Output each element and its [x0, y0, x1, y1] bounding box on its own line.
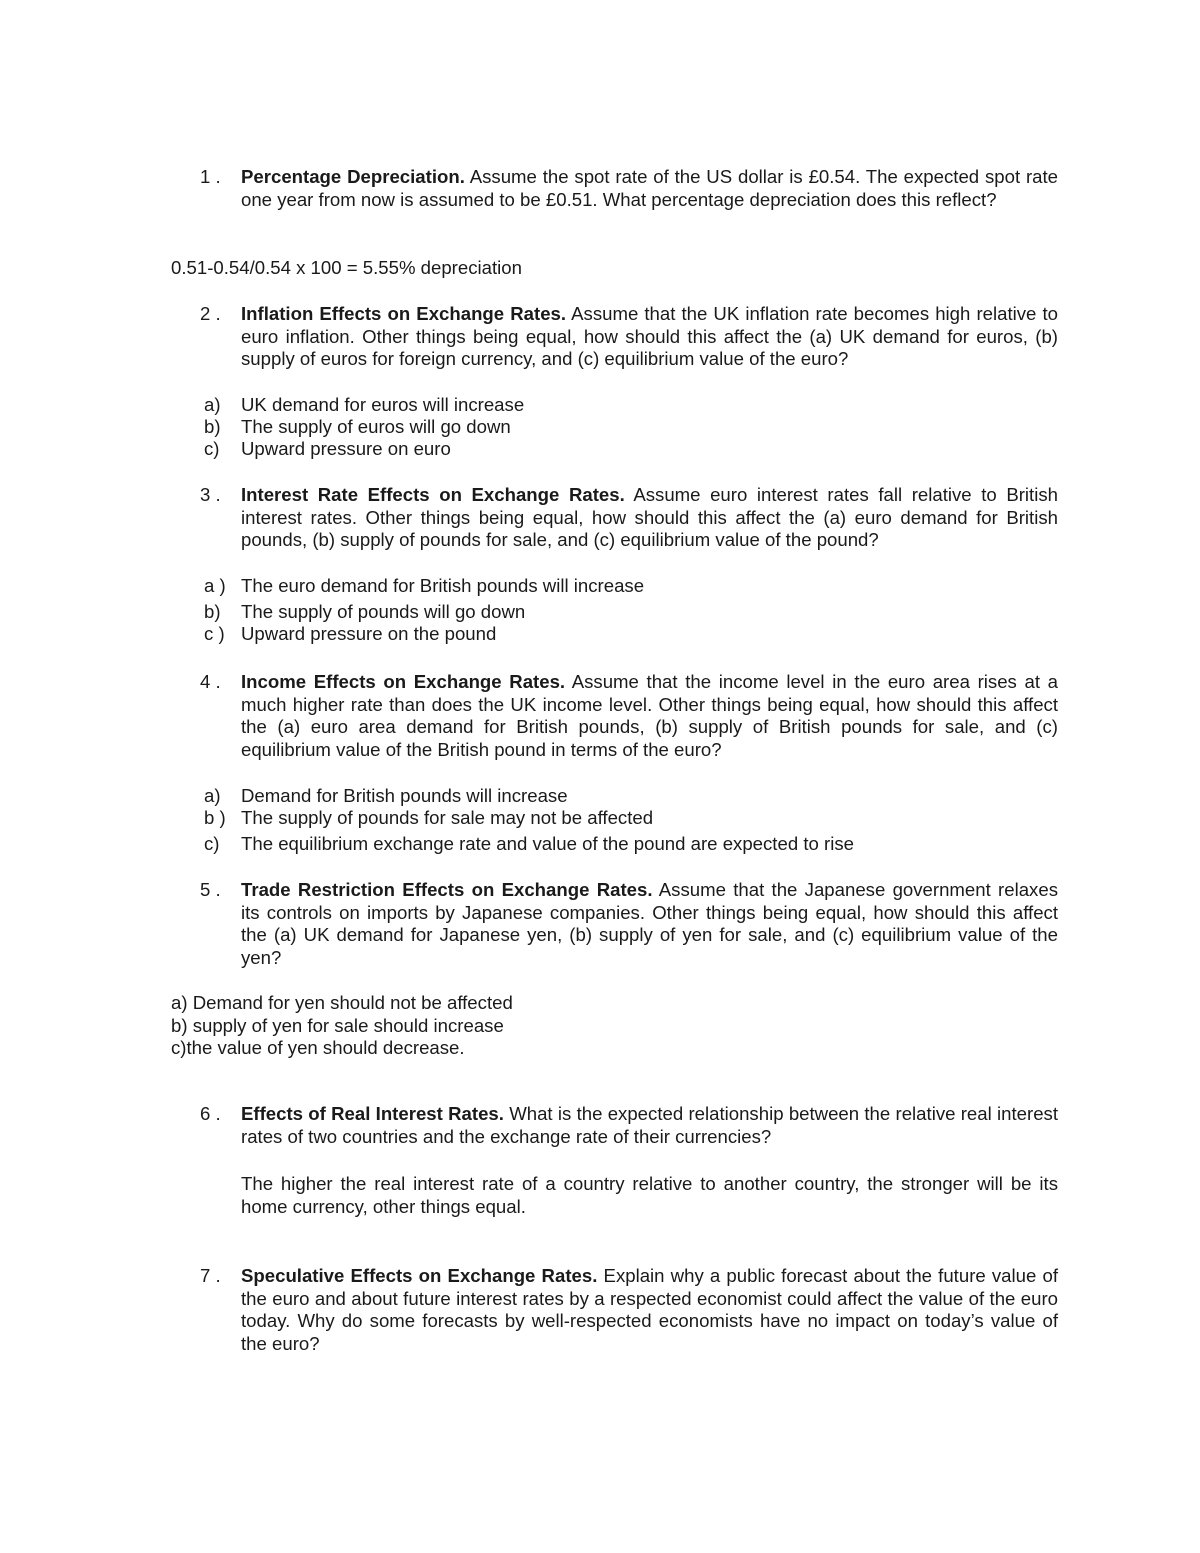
answer-5-item: b) supply of yen for sale should increase [171, 1015, 504, 1036]
question-title: Trade Restriction Effects on Exchange Rates. [241, 879, 653, 900]
question-1 [200, 166, 1058, 211]
question-title: Interest Rate Effects on Exchange Rates. [241, 484, 625, 505]
answer-1: 0.51-0.54/0.54 x 100 = 5.55% depreciation [171, 257, 522, 278]
item-label: c) [204, 438, 220, 459]
answer-3-item [204, 575, 644, 598]
question-text: Assume euro interest rates fall relative to British interest rates. Other things being equal, how should this affect the (a) euro demand for British pounds, (b) supply of pounds for sale, and (c) equilibrium value of the pound? [241, 484, 1058, 551]
question-2 [200, 303, 1058, 371]
answer-5-item: c)the value of yen should decrease. [171, 1037, 465, 1058]
item-text: Demand for British pounds will increase [241, 785, 568, 806]
item-text: The euro demand for British pounds will increase [241, 575, 645, 596]
question-text: Assume that the Japanese government relaxes its controls on imports by Japanese companies. Other things being equal, how should this affect the (a) UK demand for Japanese yen, (b) supply of yen for sale, and (c) equilibrium value of the yen? [241, 879, 1058, 968]
question-number: 2 . [200, 303, 221, 324]
answer-2-item [204, 416, 511, 439]
question-number: 6 . [200, 1103, 221, 1124]
item-label: b ) [204, 807, 226, 828]
item-label: a) [204, 785, 221, 806]
question-title: Effects of Real Interest Rates. [241, 1103, 504, 1124]
question-text: Explain why a public forecast about the future value of the euro and about future interest rates by a respected economist could affect the value of the euro today. Why do some forecasts by well-respected economists have no impact on today’s value of the euro? [241, 1265, 1059, 1354]
answer-3-item [204, 601, 525, 624]
answer-5-item: a) Demand for yen should not be affected [171, 992, 513, 1013]
item-text: UK demand for euros will increase [241, 394, 525, 415]
item-label: b) [204, 416, 221, 437]
item-label: a ) [204, 575, 226, 596]
question-6 [200, 1103, 1058, 1148]
answer-4-item [204, 785, 568, 808]
answer-4-item [204, 807, 653, 830]
question-title: Percentage Depreciation. [241, 166, 465, 187]
item-text: Upward pressure on the pound [241, 623, 497, 644]
question-title: Speculative Effects on Exchange Rates. [241, 1265, 598, 1286]
question-title: Income Effects on Exchange Rates. [241, 671, 566, 692]
item-label: a) [204, 394, 221, 415]
question-number: 7 . [200, 1265, 221, 1286]
answer-6: The higher the real interest rate of a country relative to another country, the stronger will be its home currency, other things equal. [241, 1173, 1058, 1217]
item-text: Upward pressure on euro [241, 438, 451, 459]
question-4 [200, 671, 1058, 761]
question-number: 3 . [200, 484, 221, 505]
item-text: The supply of pounds will go down [241, 601, 526, 622]
question-3 [200, 484, 1058, 552]
item-text: The supply of euros will go down [241, 416, 511, 437]
item-label: b) [204, 601, 221, 622]
question-number: 1 . [200, 166, 221, 187]
item-text: The supply of pounds for sale may not be affected [241, 807, 654, 828]
answer-3-item [204, 623, 496, 646]
answer-2-item [204, 394, 524, 417]
question-text: Assume that the income level in the euro area rises at a much higher rate than does the UK income level. Other things being equal, how should this affect the (a) euro area demand for British pounds, (b) supply of British pounds for sale, and (c) equilibrium value of the British pound in terms of the euro? [241, 671, 1059, 760]
question-text: Assume the spot rate of the US dollar is £0.54. The expected spot rate one year from now is assumed to be £0.51. What percentage depreciation does this reflect? [241, 166, 1058, 210]
item-label: c ) [204, 623, 225, 644]
question-number: 5 . [200, 879, 221, 900]
question-text: Assume that the UK inflation rate becomes high relative to euro inflation. Other things being equal, how should this affect the (a) UK demand for euros, (b) supply of euros for foreign currency, and (c) equilibrium value of the euro? [241, 303, 1058, 370]
question-number: 4 . [200, 671, 221, 692]
question-5 [200, 879, 1058, 969]
item-label: c) [204, 833, 220, 854]
question-text: What is the expected relationship between the relative real interest rates of two countries and the exchange rate of their currencies? [241, 1103, 1058, 1147]
question-title: Inflation Effects on Exchange Rates. [241, 303, 567, 324]
answer-2-item [204, 438, 451, 461]
question-7 [200, 1265, 1058, 1355]
item-text: The equilibrium exchange rate and value of the pound are expected to rise [241, 833, 854, 854]
answer-4-item [204, 833, 854, 856]
